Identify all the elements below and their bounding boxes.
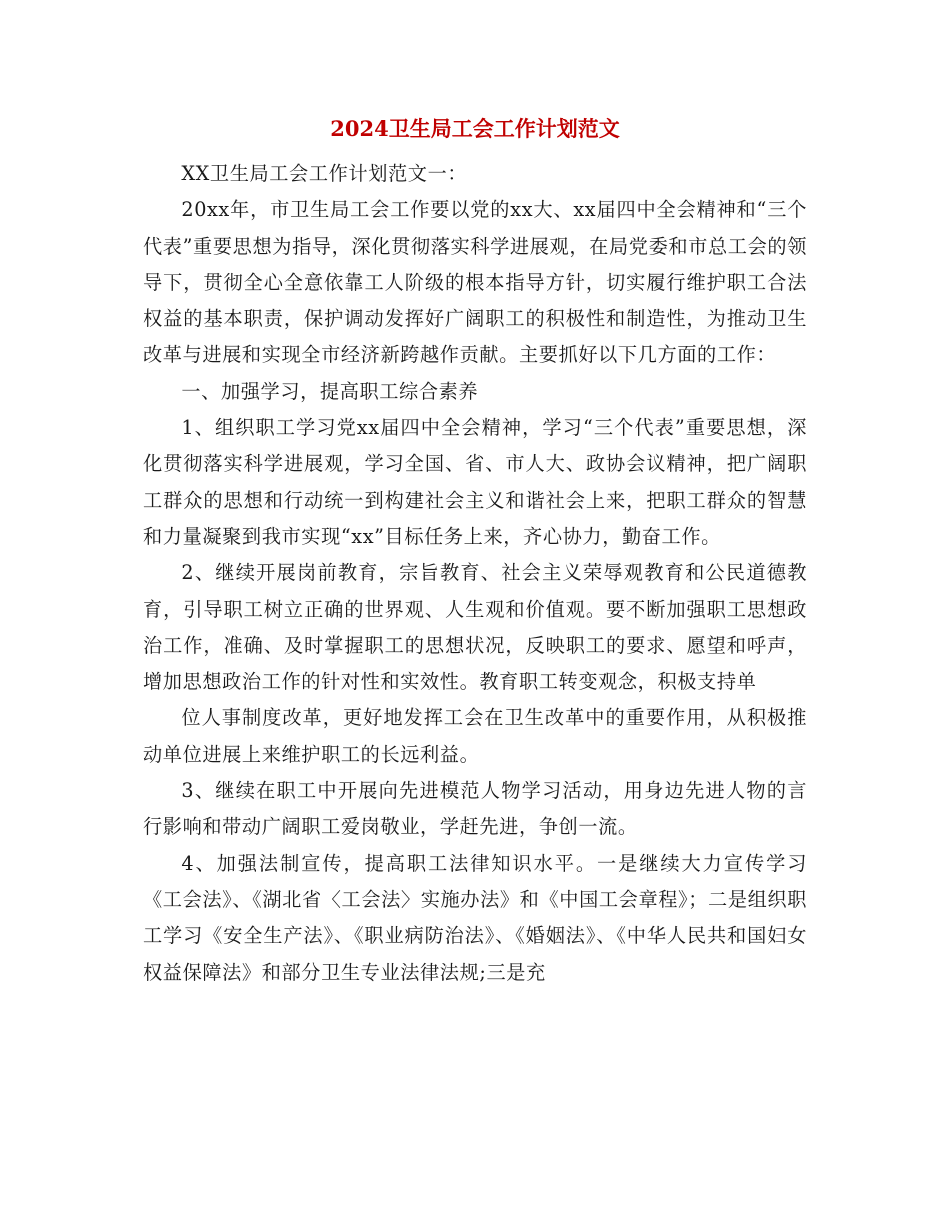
paragraph-intro-heading: XX卫生局工会工作计划范文一： xyxy=(181,162,468,185)
paragraph-item-3: 3、继续在职工中开展向先进模范人物学习活动，用身边先进人物的言行影响和带动广阔职工爱岗敬业，学赶先进，争创一流。 xyxy=(143,779,807,839)
paragraph-item-2-continued: 位人事制度改革，更好地发挥工会在卫生改革中的重要作用，从积极推动单位进展上来维护职工的长远利益。 xyxy=(143,706,807,766)
paragraph-item-2: 2、继续开展岗前教育，宗旨教育、社会主义荣辱观教育和公民道德教育，引导职工树立正确的世界观、人生观和价值观。要不断加强职工思想政治工作，准确、及时掌握职工的思想状况，反映职工的要求、愿望和呼声，增加思想政治工作的针对性和实效性。教育职工转变观念，积极支持单 xyxy=(143,561,807,694)
section-heading-1: 一、加强学习，提高职工综合素养 xyxy=(181,379,479,403)
document-body xyxy=(143,156,807,991)
paragraph-item-1: 1、组织职工学习党xx届四中全会精神，学习“三个代表”重要思想，深化贯彻落实科学进展观，学习全国、省、市人大、政协会议精神，把广阔职工群众的思想和行动统一到构建社会主义和谐社会上来，把职工群众的智慧和力量凝聚到我市实现“xx”目标任务上来，齐心协力，勤奋工作。 xyxy=(143,416,807,548)
paragraph-item-4: 4、加强法制宣传，提高职工法律知识水平。一是继续大力宣传学习《工会法》、《湖北省〈工会法〉实施办法》和《中国工会章程》；二是组织职工学习《安全生产法》、《职业病防治法》、《婚姻法》、《中华人民共和国妇女权益保障法》和部分卫生专业法律法规;三是充 xyxy=(143,851,807,984)
document-title: 2024卫生局工会工作计划范文 xyxy=(330,116,620,141)
paragraph-overview: 20xx年，市卫生局工会工作要以党的xx大、xx届四中全会精神和“三个代表”重要思想为指导，深化贯彻落实科学进展观，在局党委和市总工会的领导下，贯彻全心全意依靠工人阶级的根本指导方针，切实履行维护职工合法权益的基本职责，保护调动发挥好广阔职工的积极性和制造性，为推动卫生改革与进展和实现全市经济新跨越作贡献。主要抓好以下几方面的工作： xyxy=(143,198,807,367)
